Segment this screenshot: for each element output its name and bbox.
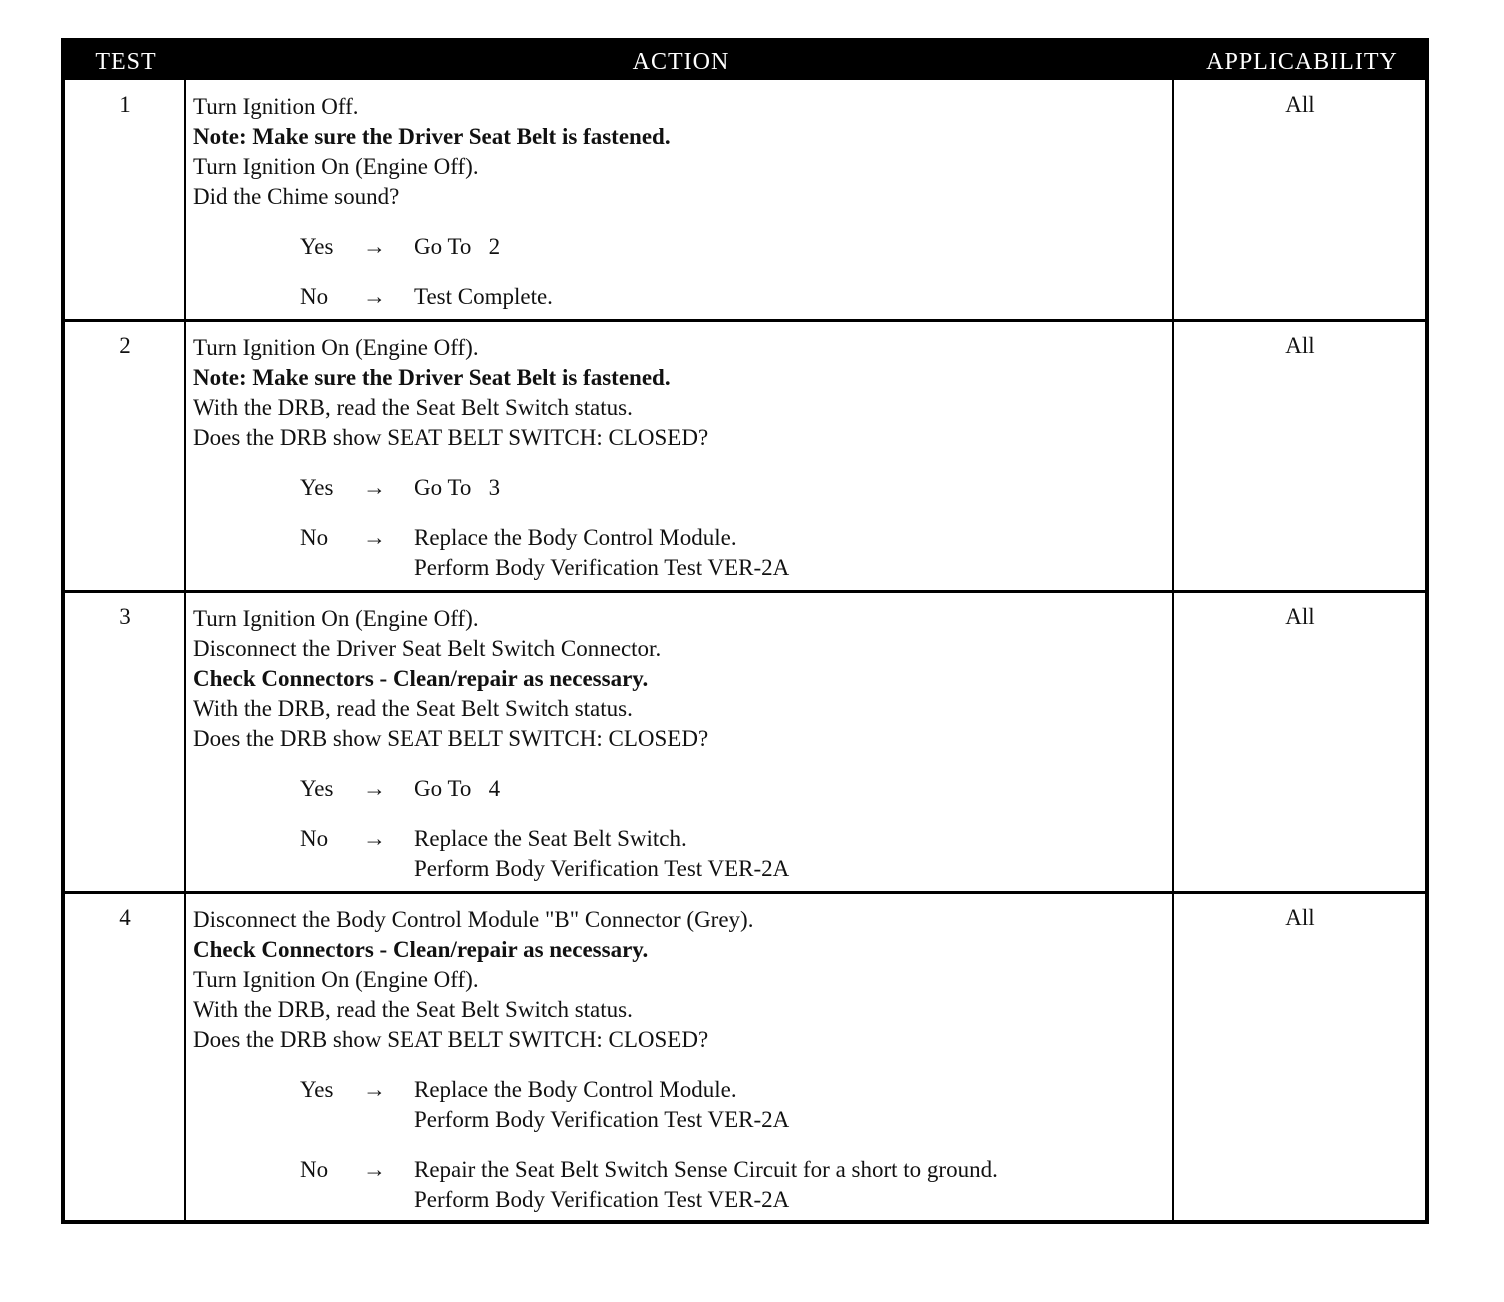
result-line: Perform Body Verification Test VER-2A xyxy=(414,1107,790,1132)
result-line: Replace the Body Control Module. xyxy=(414,1077,737,1102)
result-action xyxy=(414,523,789,583)
test-number: 3 xyxy=(119,604,131,629)
action-step: Does the DRB show SEAT BELT SWITCH: CLOSED? xyxy=(193,726,709,751)
result-line: Perform Body Verification Test VER-2A xyxy=(414,1187,790,1212)
result-label: Yes xyxy=(300,475,334,500)
table-header xyxy=(65,42,1425,80)
action-step: Did the Chime sound? xyxy=(193,184,400,209)
action-step: With the DRB, read the Seat Belt Switch status. xyxy=(193,696,633,721)
arrow-right-icon: → xyxy=(363,284,386,309)
result-line: Replace the Body Control Module. xyxy=(414,525,737,550)
result-label: No xyxy=(300,1157,329,1182)
applicability-value: All xyxy=(1285,905,1315,930)
header-applicability: APPLICABILITY xyxy=(1206,49,1398,75)
result-line: Perform Body Verification Test VER-2A xyxy=(414,555,790,580)
applicability-value: All xyxy=(1285,92,1315,117)
action-note: Check Connectors - Clean/repair as necessary. xyxy=(193,666,649,691)
result-line: Go To 2 xyxy=(414,234,501,259)
arrow-right-icon: → xyxy=(363,475,386,500)
result-label: No xyxy=(300,284,329,309)
row-divider xyxy=(65,590,1425,593)
action-step: Does the DRB show SEAT BELT SWITCH: CLOSED? xyxy=(193,1027,709,1052)
result-action xyxy=(414,1155,998,1215)
action-step: Does the DRB show SEAT BELT SWITCH: CLOSED? xyxy=(193,425,709,450)
result-no xyxy=(193,282,1173,312)
test-number: 2 xyxy=(119,333,131,358)
result-yes xyxy=(193,1075,1173,1135)
result-no xyxy=(193,523,1173,583)
result-action xyxy=(414,473,500,503)
result-line: Go To 3 xyxy=(414,475,501,500)
result-action xyxy=(414,1075,789,1135)
test-number: 1 xyxy=(119,92,131,117)
result-no xyxy=(193,824,1173,884)
row-divider xyxy=(65,891,1425,894)
action-cell xyxy=(193,92,1173,312)
result-action xyxy=(414,824,789,884)
action-note: Note: Make sure the Driver Seat Belt is fastened. xyxy=(193,365,671,390)
arrow-right-icon: → xyxy=(363,826,386,851)
result-yes xyxy=(193,473,1173,503)
result-label: Yes xyxy=(300,234,334,259)
result-line: Go To 4 xyxy=(414,776,501,801)
result-action xyxy=(414,774,500,804)
arrow-right-icon: → xyxy=(363,1157,386,1182)
result-label: Yes xyxy=(300,776,334,801)
action-step: Turn Ignition On (Engine Off). xyxy=(193,967,479,992)
action-note: Note: Make sure the Driver Seat Belt is fastened. xyxy=(193,124,671,149)
action-step: Disconnect the Body Control Module "B" Connector (Grey). xyxy=(193,907,754,932)
result-action xyxy=(414,232,500,262)
result-yes xyxy=(193,774,1173,804)
arrow-right-icon: → xyxy=(363,234,386,259)
applicability-value: All xyxy=(1285,333,1315,358)
action-step: With the DRB, read the Seat Belt Switch status. xyxy=(193,395,633,420)
action-cell xyxy=(193,905,1173,1215)
arrow-right-icon: → xyxy=(363,1077,386,1102)
diagnostic-table xyxy=(61,38,1429,1224)
result-line: Replace the Seat Belt Switch. xyxy=(414,826,687,851)
action-step: Turn Ignition Off. xyxy=(193,94,359,119)
arrow-right-icon: → xyxy=(363,525,386,550)
action-step: Turn Ignition On (Engine Off). xyxy=(193,335,479,360)
action-step: Turn Ignition On (Engine Off). xyxy=(193,154,479,179)
result-yes xyxy=(193,232,1173,262)
action-note: Check Connectors - Clean/repair as necessary. xyxy=(193,937,649,962)
result-action xyxy=(414,282,553,312)
result-label: Yes xyxy=(300,1077,334,1102)
applicability-value: All xyxy=(1285,604,1315,629)
result-line: Repair the Seat Belt Switch Sense Circuit for a short to ground. xyxy=(414,1157,998,1182)
test-number: 4 xyxy=(119,905,131,930)
result-no xyxy=(193,1155,1173,1215)
action-step: With the DRB, read the Seat Belt Switch status. xyxy=(193,997,633,1022)
header-action: ACTION xyxy=(632,49,730,75)
result-label: No xyxy=(300,525,329,550)
arrow-right-icon: → xyxy=(363,776,386,801)
action-step: Turn Ignition On (Engine Off). xyxy=(193,606,479,631)
action-cell xyxy=(193,333,1173,583)
result-line: Perform Body Verification Test VER-2A xyxy=(414,856,790,881)
column-divider xyxy=(184,80,186,1220)
result-label: No xyxy=(300,826,329,851)
result-line: Test Complete. xyxy=(414,284,553,309)
action-cell xyxy=(193,604,1173,884)
action-step: Disconnect the Driver Seat Belt Switch Connector. xyxy=(193,636,662,661)
row-divider xyxy=(65,319,1425,322)
header-test: TEST xyxy=(95,49,157,75)
